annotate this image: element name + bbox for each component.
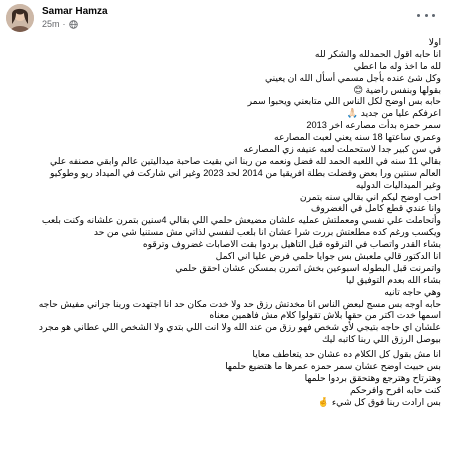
post-line: لله ما اخذ وله ما اعطي — [353, 60, 441, 71]
post-line: انا حابه اقول الحمدلله والشكر لله — [314, 48, 441, 59]
more-dot-icon — [417, 14, 420, 17]
post-line: وهترتاح وهترجع وهتحقق بردوا حلمها — [304, 372, 441, 383]
post-line: بيوصل الرزق اللي ربنا كاتبه ليك — [322, 334, 441, 345]
post-body — [10, 37, 441, 457]
avatar-photo — [6, 4, 34, 32]
post-line: اسمها خدت اكتر من حقها بلاش تقولوا كلام مش فاهمين معناه — [209, 310, 441, 321]
post-line: اعرفكم عليا من جديد 🙏🏻 — [346, 108, 441, 119]
post-line: علشان اي حاجه بتيجي لأي شخص فهو رزق من عند الله ولا انت اللي بتدي ولا الشخص اللي عطاني هو مجرد — [38, 322, 441, 333]
post-line: واتمرنت قبل البطوله اسبوعين بخش اتمرن بمسكن عشان احقق حلمي — [175, 262, 441, 273]
post-time[interactable]: 25m — [42, 19, 60, 29]
post-line: بشاء القدر واتصاب في الترقوه قبل التاهيل بردوا بقت الاصابات غضروف وترقوه — [142, 239, 441, 250]
post-line: ويكسب ورغم كده مطلعتش بررت شرا عشان انا بلعب لنفسي لذاتي مش مستنيا شي من حد — [93, 227, 441, 238]
post-line: انا مش بقول كل الكلام ده عشان حد يتعاطف معايا — [252, 349, 441, 360]
post-line: حابه اوجه بس مسج لبعض الناس انا مخدتش رزق حد ولا خدت مكان حد انا اجتهدت وربنا جزاني مفيش حاجه — [38, 298, 441, 309]
post-line: احب اوضح ليكم اني بقالي سنه بتمرن — [299, 191, 441, 202]
post-line: وأتحاملت علي نفسي ومعملتش عمليه علشان مضيعش حلمي اللي بقالي 4سنين بتمرن علشانه وكنت بلعب — [41, 215, 441, 226]
more-options-button[interactable] — [417, 10, 435, 20]
post-line: بقالي 11 سنه في اللعبه الحمد لله فضل ونعمه من ربنا اني بقيت صاحبة ميداليتين عالم وابقي مصنفه علي — [50, 155, 441, 166]
post-line: بقولها وبنفس راضية 😊 — [353, 84, 441, 95]
post-line: سمر حمزه بدأت مصارعه اخر 2013 — [306, 120, 441, 131]
post-line: اولا — [428, 37, 441, 47]
separator-dot: · — [62, 19, 66, 29]
author-name[interactable]: Samar Hamza — [42, 6, 108, 17]
post-meta — [42, 5, 108, 31]
post-line: انا الدكتور قالي ملعبش بس جوايا حلمي فرض عليا اني اكمل — [215, 251, 441, 262]
post-line: وهي حاجه تانيه — [384, 286, 441, 297]
post-line: بس حبيت اوضح عشان سمر حمزه عمرها ما هتضيع حلمها — [225, 361, 441, 372]
avatar[interactable] — [6, 4, 34, 32]
post-line: بشاء الله بعدم التوفيق ليا — [346, 274, 441, 285]
post-line: حابه بس اوضح لكل الناس اللي متابعني ويحبوا سمر — [247, 96, 441, 107]
post-line: وكل شئ عنده بأجل مسمي أسأل الله ان يعيني — [264, 72, 441, 83]
globe-icon — [69, 20, 78, 29]
post-header — [6, 4, 108, 32]
post-line: وغير الميداليات الدوليه — [355, 179, 441, 190]
more-dot-icon — [425, 14, 428, 17]
post-line: وعمري ساعتها 18 سنه يعني لعبت المصارعه — [274, 132, 441, 143]
post-line: العالم سنتين ورا بعض وفضلت بطلة افريقيا من 2014 لحد 2023 وغير اني شاركت في الميداد ريو وطوكيو — [50, 167, 441, 178]
post-line: بس ارادت ربنا فوق كل شيء 🤞 — [317, 396, 441, 407]
post-subline — [42, 18, 108, 31]
more-dot-icon — [432, 14, 435, 17]
post-line: كنت حابه افرح وافرحكم — [349, 384, 441, 395]
post-line: وانا عندي قطع كامل في الغضروف — [310, 203, 441, 214]
post-line: في سن كبير جدا لاستحملت لعبه عنيفه زي المصارعه — [243, 144, 441, 155]
